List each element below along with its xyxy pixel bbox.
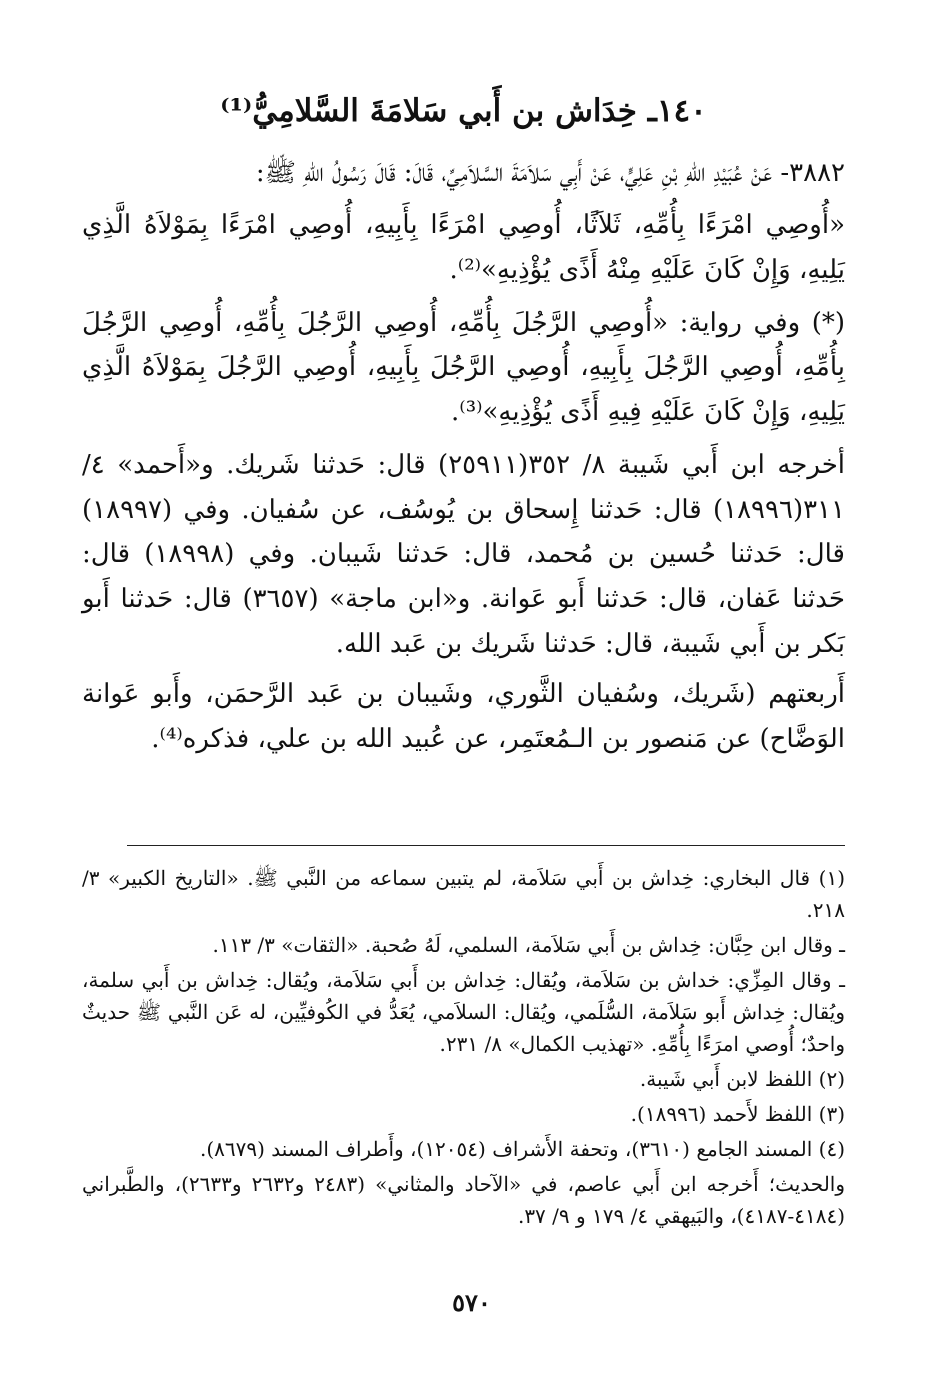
footnote-4-hadith: والحديث؛ أَخرجه ابن أَبي عاصم، في «الآحاد والمثاني» (٢٤٨٣ و٢٦٣٢ و٢٦٣٣)، والطَّبراني (٤١٨٤-٤١٨٧)، والبَيهقي ٤/ ١٧٩ و ٩/ ٣٧. — [82, 1172, 846, 1228]
hadith-text: «أُوصِي امْرَءًا بِأُمِّهِ، ثَلاَثًا، أُوصِي امْرَءًا بِأَبِيهِ، أُوصِي امْرَءًا بِمَوْلاَهُ الَّذِي يَلِيهِ، وَإِنْ كَانَ عَلَيْهِ مِنْهُ أَذًى يُؤْذِيهِ»⁽²⁾. — [82, 210, 845, 285]
footnote-2: (٢) اللفظ لابن أَبي شَيبة. — [639, 1067, 845, 1091]
footnote-3: (٣) اللفظ لأَحمد (١٨٩٩٦). — [630, 1102, 845, 1126]
footnote-1: (١) قال البخاري: خِداش بن أَبي سَلاَمة، لم يتبين سماعه من النَّبي ﷺ. «التاريخ الكبير» ٣/ ٢١٨. — [82, 866, 845, 922]
narrators-paragraph: أَربعتهم (شَريك، وسُفيان الثَّوري، وشَيبان بن عَبد الرَّحمَن، وأَبو عَوانة الوَضَّاح) عن مَنصور بن الـمُعتَمِر، عن عُبيد الله بن علي، فذكره⁽⁴⁾. — [82, 679, 845, 755]
footnote-divider — [127, 845, 845, 846]
hadith-variant: (*) وفي رواية: «أُوصِي الرَّجُلَ بِأُمِّهِ، أُوصِي الرَّجُلَ بِأُمِّهِ، أُوصِي الرَّجُلَ بِأُمِّهِ، أُوصِي الرَّجُلَ بِأَبِيهِ، أُوصِي الرَّجُلَ بِأَبِيهِ، أُوصِي الرَّجُلَ بِمَوْلاَهُ الَّذِي يَلِيهِ، وَإِنْ كَانَ عَلَيْهِ فِيهِ أَذًى يُؤْذِيهِ»⁽³⁾. — [82, 307, 845, 428]
hadith-isnad: ٣٨٨٢- عَنْ عُبَيْدِ اللهِ بْنِ عَلِيٍّ، عَنْ أَبِي سَلاَمَةَ السَّلاَمِيِّ، قَالَ: قَالَ رَسُولُ اللهِ ﷺ: — [255, 157, 845, 188]
chapter-heading: ١٤٠ـ خِدَاش بن أَبي سَلامَةَ السَّلامِيُّ⁽¹⁾ — [220, 93, 707, 129]
footnotes — [82, 862, 845, 1235]
footnote-1-mizzi: ـ وقال المِزِّي: خداش بن سَلاَمة، ويُقال: خِداش بن أَبي سَلاَمة، ويُقال: خِداش بن أَبي سلمة، ويُقال: خِداش أَبو سَلاَمة، السُّلَمي، ويُقال: السلاَمي، يُعَدُّ في الكُوفيِّين، له عَن النَّبي ﷺ حديثٌ واحدٌ؛ أُوصي امرَءًا بِأُمِّهِ. «تهذيب الكمال» ٨/ ٢٣١. — [82, 968, 845, 1056]
footnote-1-ibn-hibban: ـ وقال ابن حِبَّان: خِداش بن أَبي سَلاَمة، السلمي، لَهُ صُحبة. «الثقات» ٣/ ١١٣. — [212, 933, 845, 957]
footnote-4: (٤) المسند الجامع (٣٦١٠)، وتحفة الأَشراف (١٢٠٥٤)، وأَطراف المسند (٨٦٧٩). — [199, 1137, 845, 1161]
page-number: ٥٧٠ — [452, 1288, 491, 1317]
takhrij-paragraph: أخرجه ابن أَبي شَيبة ٨/ ٣٥٢(٢٥٩١١) قال: حَدثنا شَريك. و«أَحمد» ٤/ ٣١١(١٨٩٩٦) قال: حَدثنا إِسحاق بن يُوسُف، عن سُفيان. وفي (١٨٩٩٧) قال: حَدثنا حُسين بن مُحمد، قال: حَدثنا شَيبان. وفي (١٨٩٩٨) قال: حَدثنا عَفان، قال: حَدثنا أَبو عَوانة. و«ابن ماجة» (٣٦٥٧) قال: حَدثنا أَبو بَكر بن أَبي شَيبة، قال: حَدثنا شَريك بن عَبد الله. — [82, 449, 845, 659]
main-text — [82, 88, 845, 768]
